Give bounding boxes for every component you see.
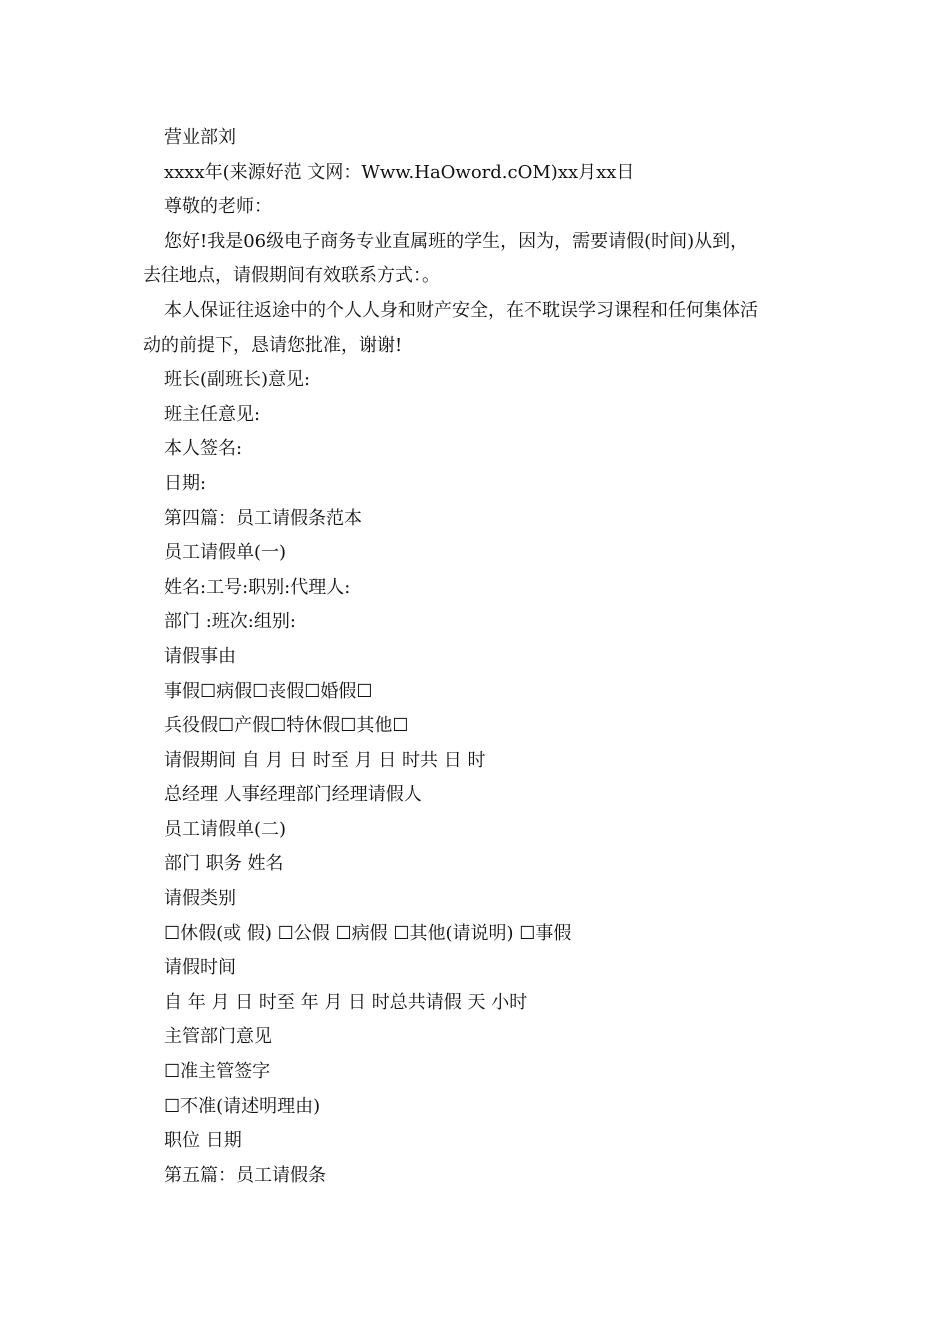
text-line: 请假类别 [164, 888, 236, 910]
text-line: xxxx年(来源好范 文网：Www.HaOword.cOM)xx月xx日 [164, 161, 635, 183]
text-line: 动的前提下，恳请您批准，谢谢! [143, 334, 403, 356]
text-line: 职位 日期 [164, 1130, 242, 1152]
text-line: 请假时间 [164, 957, 236, 979]
section-heading: 第四篇：员工请假条范本 [164, 507, 362, 529]
text-line: 姓名:工号:职别:代理人: [164, 576, 351, 598]
checkbox-line: 兵役假☐产假☐特休假☐其他☐ [164, 715, 409, 737]
text-line: 班主任意见: [164, 403, 261, 425]
text-line: 自 年 月 日 时至 年 月 日 时总共请假 天 小时 [164, 991, 528, 1013]
form-title: 员工请假单(一) [164, 542, 287, 564]
text-line: 您好!我是06级电子商务专业直属班的学生，因为，需要请假(时间)从到， [164, 230, 749, 252]
text-line: 去往地点，请假期间有效联系方式：。 [143, 265, 440, 287]
text-line: 本人签名: [164, 438, 243, 460]
text-line: 部门 :班次:组别: [164, 611, 296, 633]
text-line: 请假期间 自 月 日 时至 月 日 时共 日 时 [164, 749, 486, 771]
text-line: 总经理 人事经理部门经理请假人 [164, 784, 422, 806]
checkbox-line: 事假☐病假☐丧假☐婚假☐ [164, 680, 373, 702]
checkbox-line: ☐准主管签字 [164, 1061, 271, 1083]
form-title: 员工请假单(二) [164, 818, 287, 840]
checkbox-line: ☐不准(请述明理由) [164, 1095, 321, 1117]
text-line: 日期: [164, 472, 207, 494]
document-body [143, 121, 823, 1193]
text-line: 本人保证往返途中的个人人身和财产安全，在不耽误学习课程和任何集体活 [164, 299, 758, 321]
checkbox-line: ☐休假(或 假) ☐公假 ☐病假 ☐其他(请说明) ☐事假 [164, 922, 572, 944]
text-line: 班长(副班长)意见: [164, 369, 311, 391]
text-line: 部门 职务 姓名 [164, 853, 284, 875]
text-line: 主管部门意见 [164, 1026, 272, 1048]
text-line: 请假事由 [164, 645, 236, 667]
section-heading: 第五篇：员工请假条 [164, 1164, 326, 1186]
text-line: 营业部刘 [164, 127, 236, 148]
text-line: 尊敬的老师： [164, 196, 272, 218]
